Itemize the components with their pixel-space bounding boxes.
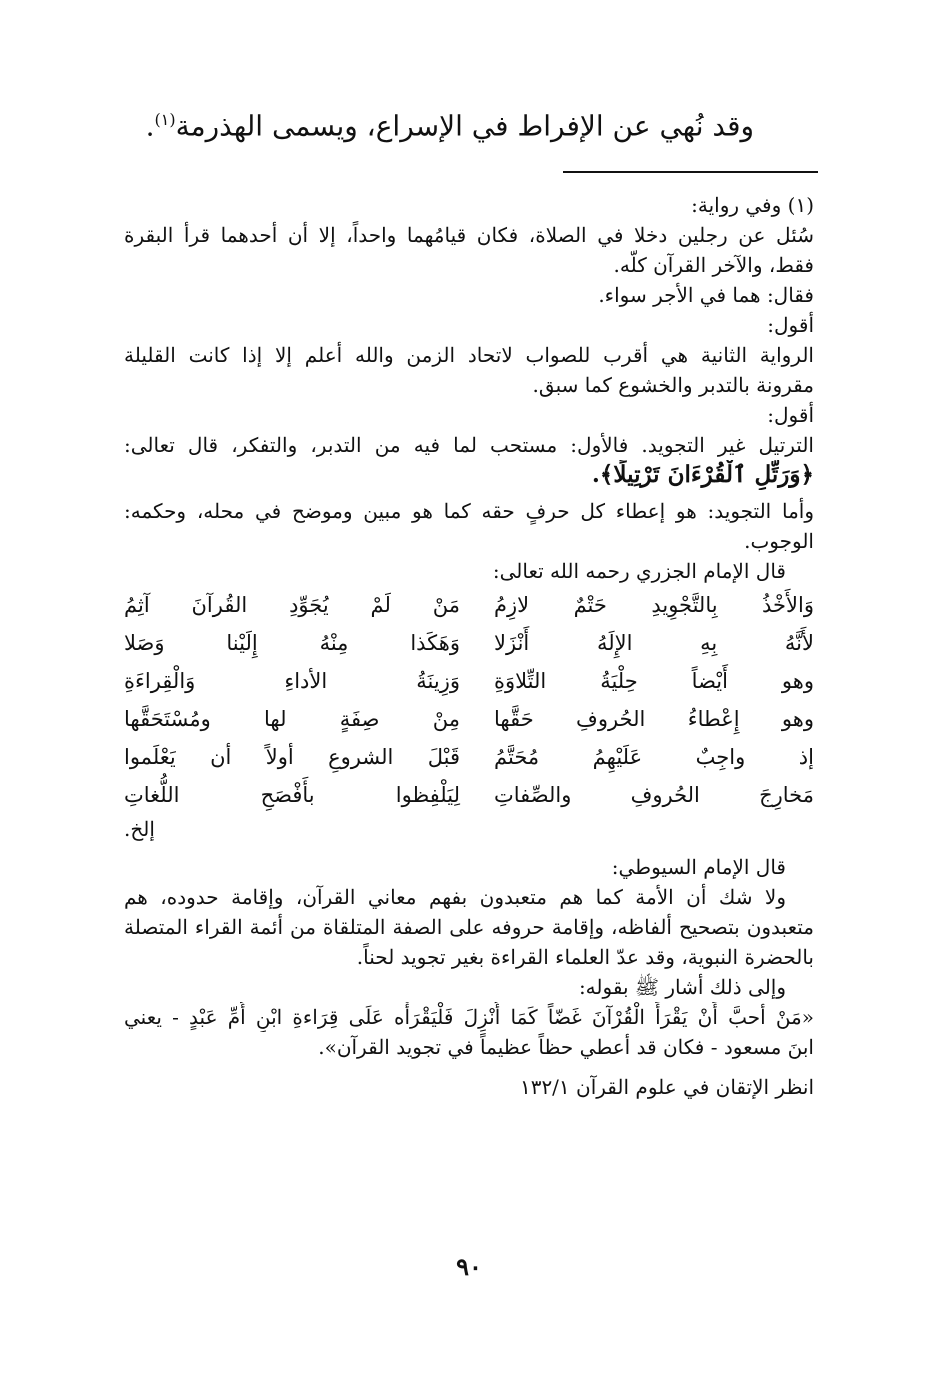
footnote-block [124,190,814,1102]
footnote-line: بالحضرة النبوية، وقد عدّ العلماء القراءة بغير تجويد لحناً. [356,945,814,969]
quran-verse: ﴿وَرَتِّلِ ٱلْقُرْءَانَ تَرْتِيلًا﴾. [591,461,814,488]
poem-verse [124,700,814,738]
footnote-line: الوجوب. [744,529,814,553]
hadith-quote: «مَنْ أحبَّ أَنْ يَقْرَأَ الْقُرْآنَ غَضّاً كَمَا أُنْزِلَ فَلْيَقْرَأْه عَلَى قِرَاءةِ ابْنِ أُمِّ عَبْدٍ - يعني [124,1005,814,1029]
poem-verse [124,776,814,814]
verse-first-hemistich: إذ واجِبٌ عَلَيْهِمُ مُحَتَّمُ [494,745,814,769]
footnote-heading: (١) وفي رواية: [691,193,814,217]
verse-first-hemistich: مَخارِجَ الحُروفِ والصِّفاتِ [494,783,814,807]
verse-second-hemistich: مِنْ صِفَةٍ لها ومُسْتَحَقَّها [124,707,460,731]
poem-verse [124,586,814,624]
footnote-separator [563,171,818,173]
footnote-line: مقرونة بالتدبر والخشوع كما سبق. [532,373,814,397]
footnote-line: أقول: [767,313,814,337]
poem-continuation: إلخ. [124,817,155,841]
footnote-line: قال الإمام السيوطي: [611,855,786,879]
footnote-line: فقال: هما في الأجر سواء. [598,283,814,307]
footnote-source: انظر الإتقان في علوم القرآن ١٣٢/١ [519,1075,814,1099]
footnote-line: وإلى ذلك أشار ﷺ بقوله: [578,975,786,999]
poem-verse [124,738,814,776]
verse-second-hemistich: وَزِينَةُ الأداءِ وَالْقِراءَةِ [124,669,460,693]
footnote-reference: (١) [154,110,176,129]
hadith-quote: ابنَ مسعود - فكان قد أعطي حظاً عظيماً في تجويد القرآن». [318,1035,814,1059]
poem-verse [124,662,814,700]
footnote-line: سُئل عن رجلين دخلا في الصلاة، فكان قيامُهما واحداً، إلا أن أحدهما قرأ البقرة [124,223,814,247]
main-sentence: وقد نُهي عن الإفراط في الإسراع، ويسمى الهذرمة [175,109,754,143]
footnote-line: ولا شك أن الأمة كما هم متعبدون بفهم معاني القرآن، وإقامة حدوده، هم [124,885,786,909]
verse-first-hemistich: وَالأَخْذُ بِالتَّجْوِيدِ حَتْمٌ لازِمُ [494,593,814,617]
footnote-line: أقول: [767,403,814,427]
verse-second-hemistich: قَبْلَ الشروعِ أولاً أن يَعْلَموا [124,745,460,769]
verse-second-hemistich: وَهَكَذا مِنْهُ إِلَيْنا وَصَلا [124,631,460,655]
verse-second-hemistich: لِيَلْفِظوا بأَفْصَحِ اللُّغاتِ [124,783,460,807]
footnote-line: الترتيل غير التجويد. فالأول: مستحب لما فيه من التدبر، والتفكر، قال تعالى: [124,433,814,457]
page-number: ٩٠ [456,1252,482,1281]
verse-first-hemistich: وهو أَيْضاً حِلْيَةُ التِّلاوَةِ [494,669,814,693]
footnote-line: الرواية الثانية هي أقرب للصواب لاتحاد الزمن والله أعلم إلا إذا كانت القليلة [124,343,814,367]
verse-first-hemistich: لأَنَّهُ بِهِ الإِلَهُ أَنْزَلا [494,631,814,655]
main-sentence-end: . [145,109,155,143]
footnote-line: فقط، والآخر القرآن كلَّه. [613,253,814,277]
footnote-line: وأما التجويد: هو إعطاء كل حرفٍ حقه كما هو مبين وموضح في محله، وحكمه: [124,499,814,523]
poem-verse [124,624,814,662]
footnote-line: متعبدون بتصحيح ألفاظه، وإقامة حروفه على الصفة المتلقاة من أئمة القراء المتصلة [124,915,814,939]
main-text [120,100,754,146]
footnote-line: قال الإمام الجزري رحمه الله تعالى: [492,559,786,583]
verse-first-hemistich: وهو إِعْطاءُ الحُروفِ حَقَّها [494,707,814,731]
verse-second-hemistich: مَنْ لَمْ يُجَوِّدِ القُرآنَ آثِمُ [124,593,460,617]
